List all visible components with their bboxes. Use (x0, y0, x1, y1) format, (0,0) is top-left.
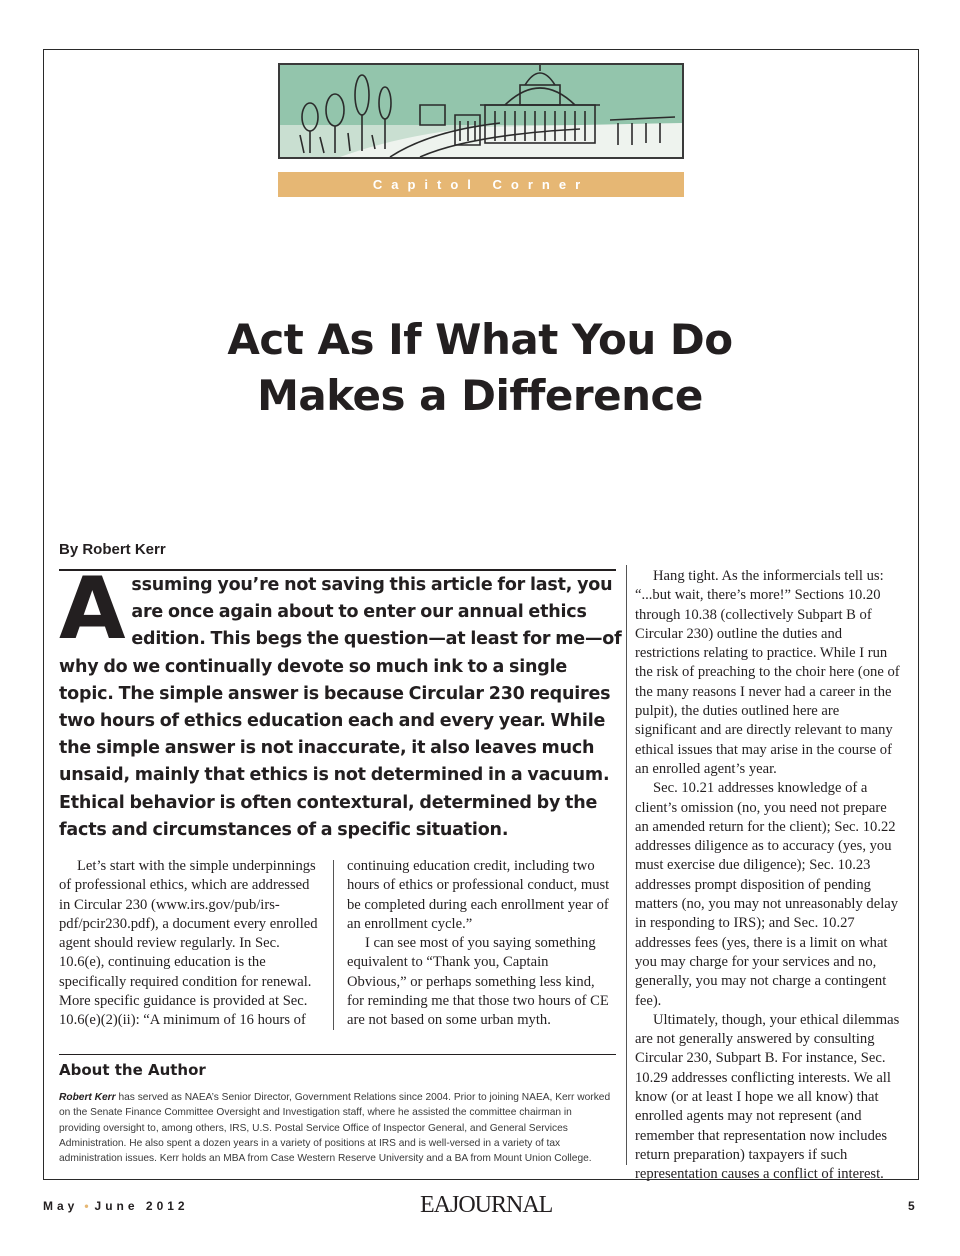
about-author-heading: About the Author (59, 1061, 206, 1079)
lede-paragraph (59, 559, 622, 844)
author-name: Robert Kerr (59, 1092, 116, 1103)
body-column-1 (59, 857, 321, 1031)
about-divider (59, 1054, 616, 1055)
section-label: Capitol Corner (278, 172, 684, 197)
article-title (100, 312, 860, 424)
body-paragraph: Ultimately, though, your ethical dilemmas are not generally answered by consulting Circular 230, Subpart B. For instance, Sec. 10.29 addresses conflicting interests. We all know (or at least I hope we all know) that enrolled agents may not represent (and remember that representation now includes return preparation) taxpayers if such representation causes a conflict of interest. (635, 1011, 900, 1183)
drop-cap: A (59, 559, 126, 659)
column-divider (626, 565, 627, 1165)
column-divider (333, 860, 334, 1030)
lede-text: ssuming you’re not saving this article for last, you are once again about to enter our annual ethics edition. This begs the question—at least for me—of why do we continually devote so much ink to a single topic. The simple answer is because Circular 230 requires two hours of ethics education each and every year. While the simple answer is not inaccurate, it also leaves much unsaid, mainly that ethics is not determined in a vacuum. Ethical behavior is often contextural, determined by the facts and circumstances of a specific situation. (59, 575, 622, 840)
title-line-2: Makes a Difference (257, 371, 703, 420)
issue-month-2: June 2012 (94, 1199, 189, 1213)
byline: By Robert Kerr (59, 541, 166, 558)
body-column-2 (347, 857, 611, 1031)
body-paragraph: I can see most of you saying something equivalent to “Thank you, Captain Obvious,” or perhaps something less kind, for reminding me that those two hours of CE are not based on some urban myth. (347, 935, 609, 1029)
body-paragraph: continuing education credit, including two hours of ethics or professional conduct, must be completed during each enrollment year of an enrollment cycle.” (347, 858, 610, 932)
body-paragraph: Let’s start with the simple underpinnings of professional ethics, which are addressed in Circular 230 (www.irs.gov/pub/irs-pdf/pcir230.pdf), a document every enrolled agent should review regularly. In Sec. 10.6(e), continuing education is the specifically required condition for renewal. More specific guidance is provided at Sec. 10.6(e)(2)(ii): “A minimum of 16 hours of (59, 858, 318, 1029)
body-paragraph: Sec. 10.21 addresses knowledge of a client’s omission (no, you need not prepare an amended return for the client); Sec. 10.22 addresses diligence as to accuracy (yes, you must exercise due diligence); Sec. 10.23 addresses prompt disposition of pending matters (no, you may not unreasonably delay in responding to IRS); and Sec. 10.27 addresses fees (yes, there is a limit on what you may charge for your services and no, generally, you may not charge a contingent fee). (635, 780, 899, 1009)
divider (59, 569, 616, 571)
issue-date (43, 1199, 189, 1213)
body-column-3 (635, 567, 901, 1185)
journal-logo: EAJOURNAL (420, 1192, 553, 1218)
issue-month-1: May (43, 1199, 79, 1213)
about-author-text (59, 1090, 616, 1166)
page-number: 5 (908, 1199, 915, 1213)
title-line-1: Act As If What You Do (227, 315, 733, 364)
author-bio: has served as NAEA’s Senior Director, Government Relations since 2004. Prior to joining NAEA, Kerr worked on the Senate Finance Committee Oversight and Investigation staff, where he assisted the committee chairman in providing oversight to, among others, IRS, U.S. Postal Service Office of Inspector General, and General Services Administration. He also spent a dozen years in a variety of positions at IRS and is well-versed in a variety of tax administration issues. Kerr holds an MBA from Case Western Reserve University and a BA from Mount Union College. (59, 1092, 611, 1165)
bullet-separator: • (84, 1199, 89, 1213)
capitol-building-illustration (278, 63, 684, 159)
body-paragraph: Hang tight. As the informercials tell us: “...but wait, there’s more!” Sections 10.20 through 10.38 (collectively Subpart B of Circular 230) outline the duties and restrictions relating to practice. While I run the risk of preaching to the choir here (one of the many reasons I never had a career in the pulpit), the duties outlined here are significant and are directly relevant to many ethical issues that may arise in the course of an enrolled agent’s year. (635, 568, 900, 777)
